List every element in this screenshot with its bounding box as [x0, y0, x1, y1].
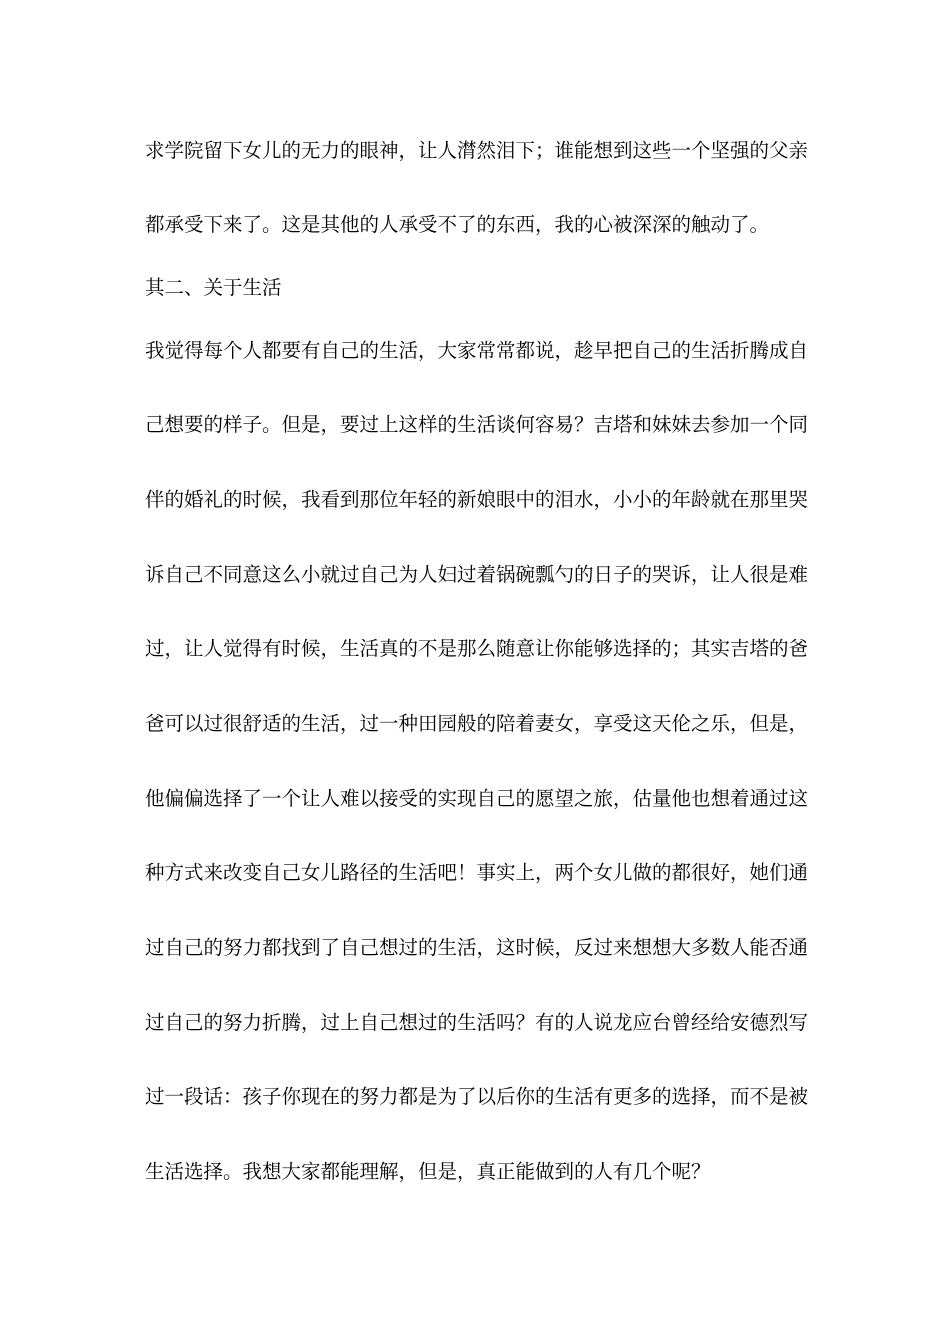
text-line-10: 他偏偏选择了一个让人难以接受的实现自己的愿望之旅，估量他也想着通过这: [145, 787, 809, 810]
text-line-13: 过自己的努力折腾，过上自己想过的生活吗？有的人说龙应台曾经给安德烈写: [145, 1011, 809, 1034]
text-line-1: 求学院留下女儿的无力的眼神，让人潸然泪下；谁能想到这些一个坚强的父亲: [145, 139, 809, 162]
text-line-9: 爸可以过很舒适的生活，过一种田园般的陪着妻女，享受这天伦之乐，但是，: [145, 712, 809, 735]
text-line-12: 过自己的努力都找到了自己想过的生活，这时候，反过来想想大多数人能否通: [145, 936, 809, 959]
text-line-14: 过一段话：孩子你现在的努力都是为了以后你的生活有更多的选择，而不是被: [145, 1085, 809, 1108]
text-line-6: 伴的婚礼的时候，我看到那位年轻的新娘眼中的泪水，小小的年龄就在那里哭: [145, 488, 809, 511]
text-line-7: 诉自己不同意这么小就过自己为人妇过着锅碗瓢勺的日子的哭诉，让人很是难: [145, 563, 809, 586]
text-line-11: 种方式来改变自己女儿路径的生活吧！事实上，两个女儿做的都很好，她们通: [145, 861, 809, 884]
text-line-15: 生活选择。我想大家都能理解，但是，真正能做到的人有几个呢？: [145, 1160, 711, 1183]
text-line-2: 都承受下来了。这是其他的人承受不了的东西，我的心被深深的触动了。: [145, 213, 770, 236]
section-heading: 其二、关于生活: [145, 276, 282, 299]
text-line-4: 我觉得每个人都要有自己的生活，大家常常都说，趁早把自己的生活折腾成自: [145, 339, 809, 362]
text-line-8: 过，让人觉得有时候，生活真的不是那么随意让你能够选择的；其实吉塔的爸: [145, 637, 809, 660]
text-line-5: 己想要的样子。但是，要过上这样的生活谈何容易？吉塔和妹妹去参加一个同: [145, 413, 809, 436]
